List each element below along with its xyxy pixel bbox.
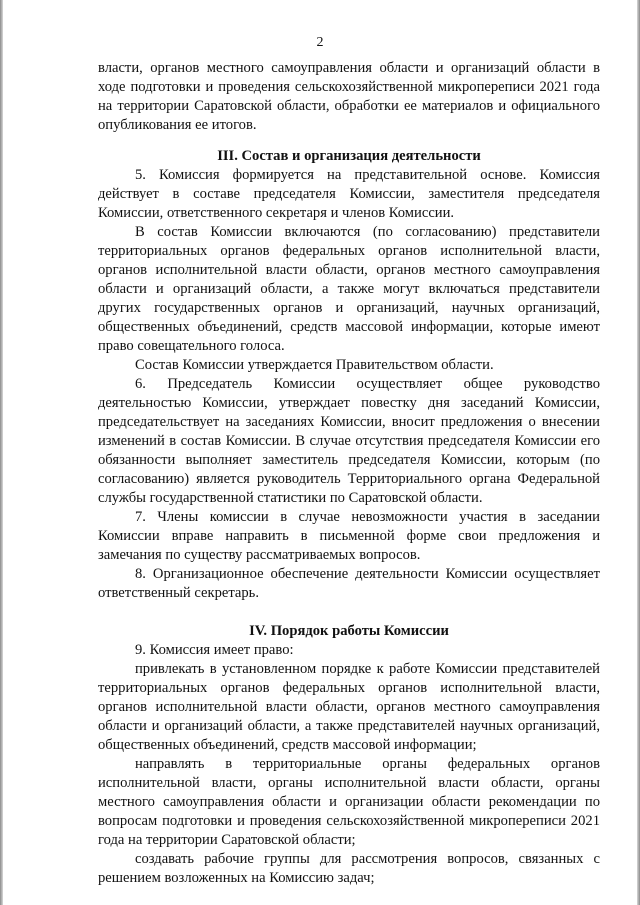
paragraph-item-8: 8. Организационное обеспечение деятельности Комиссии осуществляет ответственный секретарь. (98, 566, 600, 601)
paragraph-right-recommend: направлять в территориальные органы федеральных органов исполнительной власти, органы исполнительной власти области, органы местного самоуправления области и организации области рекомендации по вопросам подготовки и проведения сельскохозяйственной микропереписи 2021 года на территории Саратовской области; (98, 756, 600, 848)
paragraph-right-working-groups: создавать рабочие группы для рассмотрения вопросов, связанных с решением возложенных на Комиссию задач; (98, 851, 600, 886)
paragraph-item-7: 7. Члены комиссии в случае невозможности участия в заседании Комиссии вправе направить в письменной форме свои предложения и замечания по существу рассматриваемых вопросов. (98, 509, 600, 563)
paragraph-commission-composition: В состав Комиссии включаются (по согласованию) представители территориальных органов федеральных органов исполнительной власти, органов исполнительной власти области, органов местного самоуправления области и организаций области, а также могут включаться представители других государственных органов и организаций, научных организаций, общественных объединений, средств массовой информации, которые имеют право совещательного голоса. (98, 224, 600, 354)
spacer (98, 135, 600, 147)
paragraph-item-9: 9. Комиссия имеет право: (135, 642, 294, 658)
paragraph-item-6: 6. Председатель Комиссии осуществляет общее руководство деятельностью Комиссии, утверждает повестку дня заседаний Комиссии, председательствует на заседаниях Комиссии, вносит предложения о внесении изменений в состав Комиссии. В случае отсутствия председателя Комиссии его обязанности выполняет заместитель председателя Комиссии, которым (по согласованию) является руководитель Территориального органа Федеральной службы государственной статистики по Саратовской области. (98, 376, 600, 506)
section-heading-4: IV. Порядок работы Комиссии (249, 623, 449, 639)
paragraph-continuation: власти, органов местного самоуправления области и организаций области в ходе подготовки и проведения сельскохозяйственной микропереписи 2021 года на территории Саратовской области, обработки ее материалов и официального опубликования ее итогов. (98, 60, 600, 133)
document-body (98, 59, 600, 888)
paragraph-right-involve: привлекать в установленном порядке к работе Комиссии представителей территориальных органов федеральных органов исполнительной власти, органов исполнительной власти области, органов местного самоуправления области и организаций области, а также представителей научных организаций, общественных объединений, средств массовой информации; (98, 661, 600, 753)
page-number: 2 (316, 35, 324, 50)
spacer (98, 603, 600, 622)
section-heading-3: III. Состав и организация деятельности (217, 148, 481, 164)
paragraph-item-5: 5. Комиссия формируется на представительной основе. Комиссия действует в составе председателя Комиссии, заместителя председателя Комиссии, ответственного секретаря и членов Комиссии. (98, 167, 600, 221)
scan-edge-left (0, 0, 3, 905)
paragraph-composition-approval: Состав Комиссии утверждается Правительством области. (135, 357, 494, 373)
